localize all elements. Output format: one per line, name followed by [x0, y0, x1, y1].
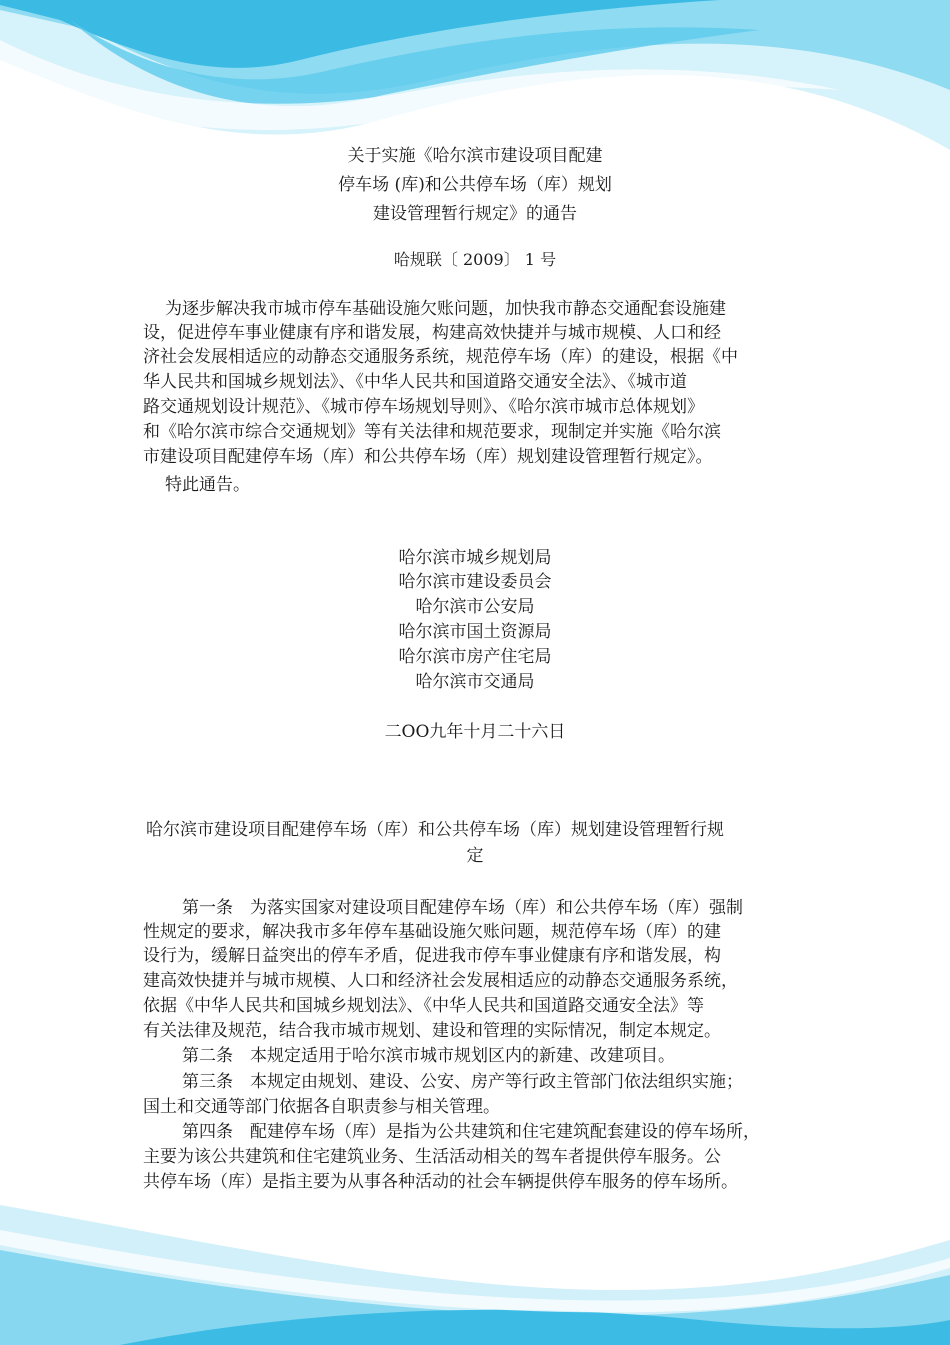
- article-line-6: 有关法律及规范，结合我市城市规划、建设和管理的实际情况，制定本规定。: [143, 1021, 721, 1041]
- notice-body-line-3: 济社会发展相适应的动静态交通服务系统，规范停车场（库）的建设，根据《中: [143, 347, 738, 367]
- notice-body-line-1: 为逐步解决我市城市停车基础设施欠账问题，加快我市静态交通配套设施建: [165, 299, 726, 319]
- article-line-8: 第三条 本规定由规划、建设、公安、房产等行政主管部门依法组织实施；: [182, 1072, 743, 1092]
- article-line-4: 建高效快捷并与城市规模、人口和经济社会发展相适应的动静态交通服务系统，: [143, 971, 738, 991]
- notice-title-line-3: 建设管理暂行规定》的通告: [373, 204, 577, 224]
- notice-body-line-2: 设，促进停车事业健康有序和谐发展，构建高效快捷并与城市规模、人口和经: [143, 323, 721, 343]
- article-line-7: 第二条 本规定适用于哈尔滨市城市规划区内的新建、改建项目。: [182, 1046, 675, 1066]
- notice-title-line-1: 关于实施《哈尔滨市建设项目配建: [347, 146, 603, 166]
- issuer-1: 哈尔滨市城乡规划局: [398, 548, 552, 568]
- article-line-12: 共停车场（库）是指主要为从事各种活动的社会车辆提供停车服务的停车场所。: [143, 1172, 738, 1192]
- article-line-2: 性规定的要求，解决我市多年停车基础设施欠账问题，规范停车场（库）的建: [143, 922, 721, 942]
- issuer-3: 哈尔滨市公安局: [415, 597, 535, 617]
- issuer-6: 哈尔滨市交通局: [415, 672, 535, 692]
- article-line-10: 第四条 配建停车场（库）是指为公共建筑和住宅建筑配套建设的停车场所，: [182, 1122, 760, 1142]
- notice-title-line-2: 停车场 (库)和公共停车场（库）规划: [338, 175, 612, 195]
- document-number: 哈规联〔 2009〕 1 号: [393, 250, 557, 269]
- notice-closing: 特此通告。: [165, 475, 250, 495]
- regulation-title-line-2: 定: [466, 846, 484, 866]
- notice-body-line-5: 路交通规划设计规范》、《城市停车场规划导则》、《哈尔滨市城市总体规划》: [143, 397, 704, 417]
- article-line-1: 第一条 为落实国家对建设项目配建停车场（库）和公共停车场（库）强制: [182, 898, 743, 918]
- issuer-4: 哈尔滨市国土资源局: [398, 622, 552, 642]
- regulation-title-line-1: 哈尔滨市建设项目配建停车场（库）和公共停车场（库）规划建设管理暂行规: [146, 820, 724, 840]
- notice-body-line-6: 和《哈尔滨市综合交通规划》等有关法律和规范要求，现制定并实施《哈尔滨: [143, 422, 721, 442]
- issue-date: 二OO九年十月二十六日: [384, 722, 566, 742]
- issuer-5: 哈尔滨市房产住宅局: [398, 647, 552, 667]
- article-line-9: 国土和交通等部门依据各自职责参与相关管理。: [143, 1097, 500, 1117]
- notice-body-line-7: 市建设项目配建停车场（库）和公共停车场（库）规划建设管理暂行规定》。: [143, 447, 713, 467]
- article-line-5: 依据《中华人民共和国城乡规划法》、《中华人民共和国道路交通安全法》等: [143, 996, 704, 1016]
- issuer-2: 哈尔滨市建设委员会: [398, 572, 552, 592]
- article-line-11: 主要为该公共建筑和住宅建筑业务、生活活动相关的驾车者提供停车服务。公: [143, 1147, 721, 1167]
- article-line-3: 设行为，缓解日益突出的停车矛盾，促进我市停车事业健康有序和谐发展，构: [143, 946, 721, 966]
- notice-body-line-4: 华人民共和国城乡规划法》、《中华人民共和国道路交通安全法》、《城市道: [143, 372, 687, 392]
